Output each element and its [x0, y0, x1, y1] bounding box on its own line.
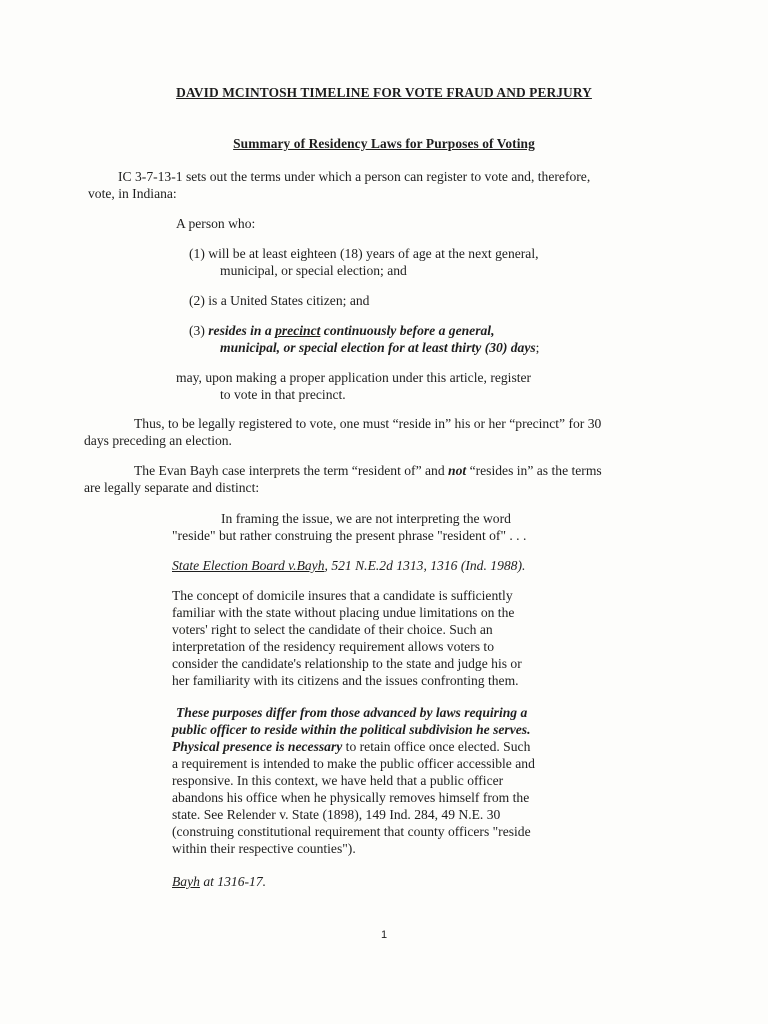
- quote-3-line: state. See Relender v. State (1898), 149 Ind. 284, 49 N.E. 30: [172, 807, 501, 822]
- quote-2-line: familiar with the state without placing undue limitations on the: [172, 605, 515, 620]
- page-number: 1: [380, 929, 388, 941]
- statute-closing-line-1: may, upon making a proper application under this article, register: [176, 370, 532, 385]
- document-title: DAVID MCINTOSH TIMELINE FOR VOTE FRAUD AND PERJURY: [176, 85, 592, 100]
- statute-item-2: (2) is a United States citizen; and: [189, 293, 370, 308]
- para-bayh-line-1: The Evan Bayh case interprets the term “resident of” and not “resides in” as the terms: [134, 463, 602, 478]
- quote-2-line: consider the candidate's relationship to the state and judge his or: [172, 656, 522, 671]
- citation-1-case: State Election Board v.Bayh: [172, 558, 325, 573]
- quote-3-bold-line-1: These purposes differ from those advanced by laws requiring a: [176, 705, 528, 720]
- statute-item-3-line-2: municipal, or special election for at least thirty (30) days;: [220, 340, 540, 355]
- quote-2: [172, 587, 592, 689]
- citation-1: State Election Board v.Bayh, 521 N.E.2d 1313, 1316 (Ind. 1988).: [172, 558, 526, 573]
- statute-item-1-line-1: (1) will be at least eighteen (18) years of age at the next general,: [189, 246, 539, 261]
- quote-2-line: her familiarity with its citizens and the issues confronting them.: [172, 673, 519, 688]
- intro-line-2: vote, in Indiana:: [88, 186, 177, 201]
- precinct-term: precinct: [275, 323, 321, 338]
- quote-3-line-3: Physical presence is necessary to retain office once elected. Such: [172, 739, 531, 754]
- quote-3-bold-line-2: public officer to reside within the political subdivision he serves.: [172, 722, 531, 737]
- quote-1-line-2: "reside" but rather construing the present phrase "resident of" . . .: [172, 528, 527, 543]
- citation-2-case: Bayh: [172, 874, 200, 889]
- quote-2-line: The concept of domicile insures that a candidate is sufficiently: [172, 588, 513, 603]
- statute-item-3-line-1: (3) resides in a precinct continuously before a general,: [189, 323, 495, 338]
- statute-lead: A person who:: [176, 216, 256, 231]
- quote-2-line: voters' right to select the candidate of their choice. Such an: [172, 622, 493, 637]
- quote-1-line-1: In framing the issue, we are not interpreting the word: [221, 511, 511, 526]
- quote-3-line: abandons his office when he physically removes himself from the: [172, 790, 530, 805]
- document-subtitle: Summary of Residency Laws for Purposes of Voting: [233, 136, 535, 151]
- statute-closing-line-2: to vote in that precinct.: [220, 387, 346, 402]
- quote-3-line: a requirement is intended to make the public officer accessible and: [172, 756, 535, 771]
- para-thus-line-2: days preceding an election.: [84, 433, 232, 448]
- citation-2: Bayh at 1316-17.: [172, 874, 267, 889]
- statute-item-1-line-2: municipal, or special election; and: [220, 263, 407, 278]
- quote-3-line: within their respective counties").: [172, 841, 356, 856]
- intro-line-1: IC 3-7-13-1 sets out the terms under which a person can register to vote and, therefore,: [118, 169, 591, 184]
- quote-3-line: responsive. In this context, we have held that a public officer: [172, 773, 504, 788]
- para-thus-line-1: Thus, to be legally registered to vote, one must “reside in” his or her “precinct” for 30: [134, 416, 602, 431]
- emphasis-not: not: [448, 463, 467, 478]
- quote-2-line: interpretation of the residency requirement allows voters to: [172, 639, 494, 654]
- quote-3-line: (construing constitutional requirement that county officers "reside: [172, 824, 531, 839]
- para-bayh-line-2: are legally separate and distinct:: [84, 480, 260, 495]
- quote-3: [172, 704, 592, 857]
